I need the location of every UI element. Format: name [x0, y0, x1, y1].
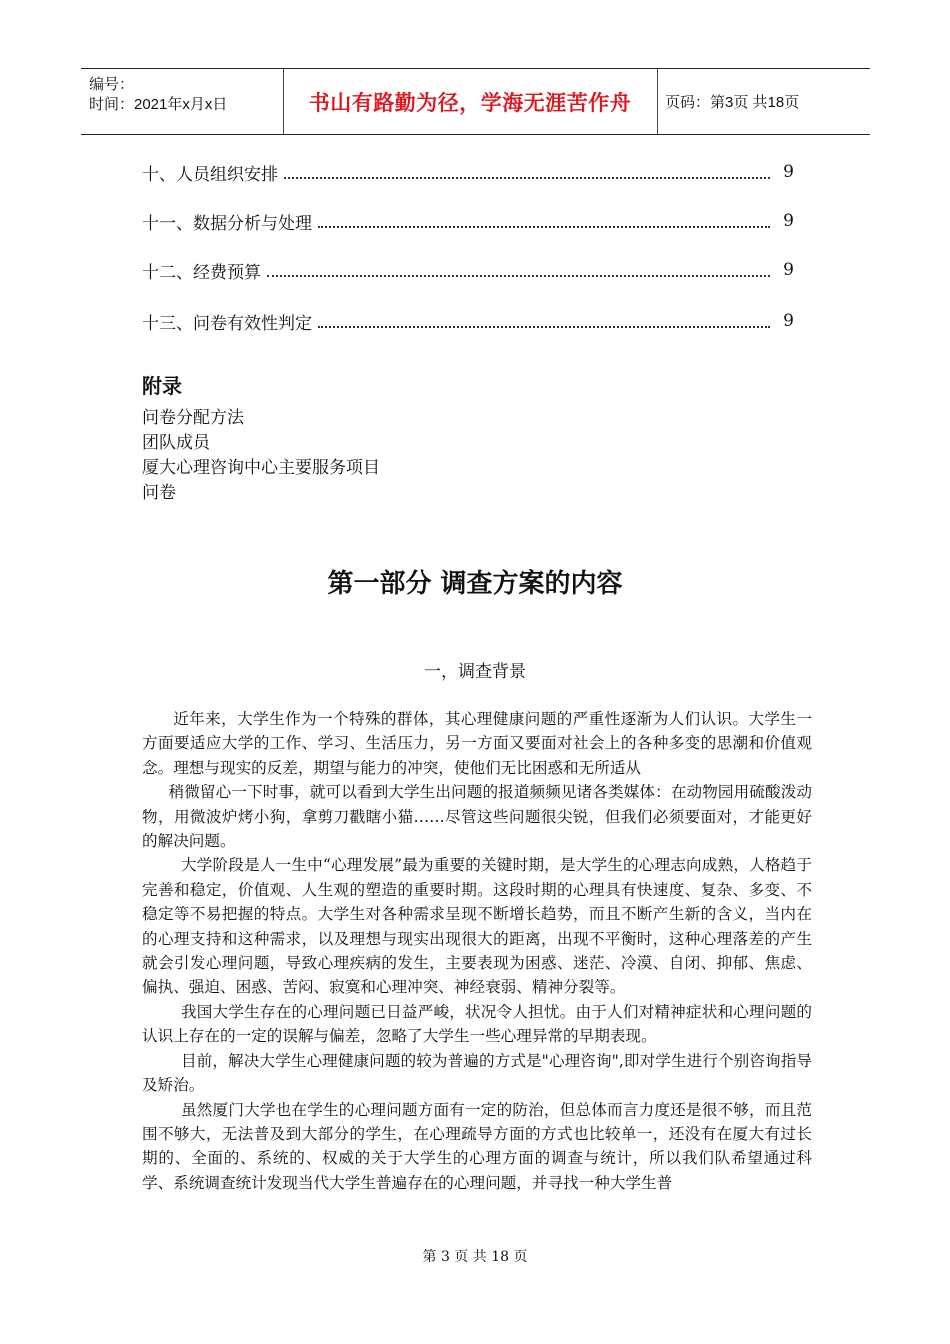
- header-page-cell: [657, 69, 870, 134]
- toc-entry-page: 9: [783, 211, 794, 231]
- paragraph: 大学阶段是人一生中“心理发展”最为重要的关键时期，是大学生的心理志向成熟，人格趋于完善和稳定，价值观、人生观的塑造的重要时期。这段时期的心理具有快速度、复杂、多变、不稳定等不易把握的特点。大学生对各种需求呈现不断增长趋势，而且不断产生新的含义，当内在的心理支持和这种需求，以及理想与现实出现很大的距离，出现不平衡时，这种心理落差的产生就会引发心理问题，导致心理疾病的发生，主要表现为困惑、迷茫、冷漠、自闭、抑郁、焦虑、偏执、强迫、困惑、苦闷、寂寞和心理冲突、神经衰弱、精神分裂等。: [142, 856, 812, 997]
- paragraph: 稍微留心一下时事，就可以看到大学生出问题的报道频频见诸各类媒体：在动物园用硫酸泼动物，用微波炉烤小狗，拿剪刀戳瞎小猫……尽管这些问题很尖锐，但我们必须要面对，才能更好的解决问题。: [142, 783, 812, 851]
- page-footer: 第 3 页 共 18 页: [422, 1249, 528, 1265]
- toc-entry-title: 十、人员组织安排: [142, 164, 278, 185]
- toc-entry[interactable]: [142, 209, 794, 233]
- body-text: [142, 707, 812, 1195]
- toc-entry-page: 9: [783, 260, 794, 280]
- paragraph: 目前，解决大学生心理健康问题的较为普遍的方式是"心理咨询",即对学生进行个别咨询指导及矫治。: [142, 1051, 812, 1095]
- appendix-item: 厦大心理咨询中心主要服务项目: [142, 458, 380, 478]
- section-title: 一，调查背景: [424, 662, 526, 682]
- paragraph: 我国大学生存在的心理问题已日益严峻，状况令人担忧。由于人们对精神症状和心理问题的认识上存在的一定的误解与偏差，忽略了大学生一些心理异常的早期表现。: [142, 1002, 812, 1046]
- toc-entry-title: 十二、经费预算: [142, 262, 261, 283]
- toc-entry[interactable]: [142, 160, 794, 184]
- toc-entry-page: 9: [783, 311, 794, 331]
- appendix-heading: 附录: [142, 374, 182, 398]
- part-title: 第一部分 调查方案的内容: [327, 569, 623, 599]
- appendix-item: 问卷: [142, 483, 176, 503]
- page-info: 页码：第3页 共18页: [665, 94, 800, 111]
- appendix-item: 问卷分配方法: [142, 408, 244, 428]
- paragraph: 近年来，大学生作为一个特殊的群体，其心理健康问题的严重性逐渐为人们认识。大学生一方面要适应大学的工作、学习、生活压力，另一方面又要面对社会上的各种多变的思潮和价值观念。理想与现实的反差，期望与能力的冲突，使他们无比困惑和无所适从: [142, 710, 812, 777]
- toc-entry-page: 9: [783, 162, 794, 182]
- page-header: [81, 68, 870, 135]
- paragraph: 虽然厦门大学也在学生的心理问题方面有一定的防治，但总体而言力度还是很不够，而且范围不够大，无法普及到大部分的学生，在心理疏导方面的方式也比较单一，还没有在厦大有过长期的、全面的、系统的、权威的关于大学生的心理方面的调查与统计，所以我们队希望通过科学、系统调查统计发现当代大学生普遍存在的心理问题，并寻找一种大学生普: [142, 1100, 812, 1192]
- appendix-list: [142, 406, 380, 506]
- appendix-item: 团队成员: [142, 433, 210, 453]
- number-label: 编号：: [89, 76, 135, 93]
- motto-text: 书山有路勤为径，学海无涯苦作舟: [308, 90, 632, 115]
- toc-leader-dots: [318, 314, 770, 328]
- header-meta-cell: [81, 69, 284, 134]
- time-label: 时间：2021年x月x日: [89, 96, 228, 113]
- toc-entry-title: 十三、问卷有效性判定: [142, 313, 312, 334]
- toc-entry[interactable]: [142, 258, 794, 282]
- toc-entry[interactable]: [142, 309, 794, 333]
- toc-leader-dots: [284, 165, 770, 179]
- header-motto-cell: [283, 69, 658, 134]
- toc-entry-title: 十一、数据分析与处理: [142, 213, 312, 234]
- toc-leader-dots: [267, 263, 770, 277]
- toc-leader-dots: [318, 214, 770, 228]
